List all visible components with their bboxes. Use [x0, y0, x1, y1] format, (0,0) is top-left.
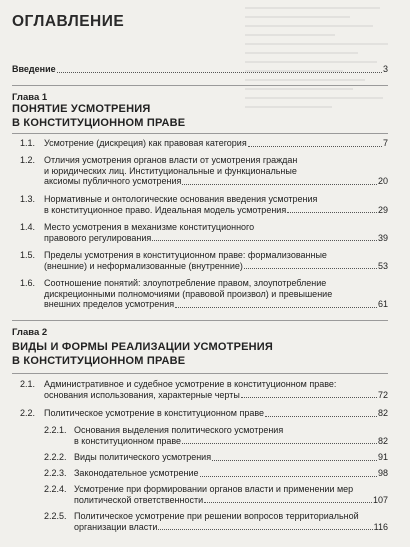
entry-text: Усмотрение при формировании органов власти и применении мер — [74, 484, 354, 494]
entry-number: 2.2.2. — [44, 452, 67, 462]
entry-number: 2.2.5. — [44, 511, 67, 521]
dot-leader — [204, 502, 372, 503]
toc-subentry[interactable] — [44, 511, 388, 532]
toc-subentry[interactable] — [44, 484, 388, 505]
entry-text: Место усмотрения в механизме конституционного — [44, 222, 255, 232]
dot-leader — [182, 184, 377, 185]
toc-subentry[interactable] — [44, 452, 388, 463]
dot-leader — [241, 397, 377, 398]
page-number: 3 — [382, 64, 388, 74]
page-number: 107 — [372, 494, 388, 505]
chapter-number: Глава 2 — [12, 327, 48, 338]
entry-text: организации власти — [74, 521, 158, 532]
dot-leader — [152, 240, 377, 241]
page-number: 116 — [373, 521, 388, 532]
entry-label: Введение — [12, 64, 56, 74]
entry-text: Виды политического усмотрения — [74, 452, 212, 462]
entry-number: 2.2. — [20, 408, 36, 418]
entry-text: и юридических лиц. Институциональные и функциональные — [44, 165, 297, 176]
divider — [12, 373, 388, 374]
page-number: 20 — [377, 176, 388, 187]
entry-text: Политическое усмотрение в конституционном праве — [44, 408, 265, 418]
page-number: 61 — [377, 299, 388, 310]
page-number: 82 — [377, 408, 388, 418]
toc-entry[interactable] — [20, 408, 388, 419]
chapter-title — [12, 103, 388, 130]
entry-text: в конституционном праве — [74, 435, 182, 446]
entry-number: 2.1. — [20, 379, 36, 389]
entry-number: 2.2.3. — [44, 468, 67, 478]
toc-entry[interactable] — [20, 138, 388, 149]
entry-text: Административное и судебное усмотрение в конституционном праве: — [44, 379, 337, 389]
toc-title: ОГЛАВЛЕНИЕ — [12, 13, 125, 30]
dot-leader — [57, 72, 382, 73]
dot-leader — [265, 416, 377, 417]
entry-number: 2.2.4. — [44, 484, 67, 494]
entry-text: Законодательное усмотрение — [74, 468, 199, 478]
toc-subentry[interactable] — [44, 425, 388, 446]
page-number: 39 — [377, 232, 388, 243]
divider — [12, 133, 388, 134]
entry-number: 1.4. — [20, 222, 36, 232]
toc-entry[interactable] — [20, 194, 388, 215]
entry-number: 2.2.1. — [44, 425, 67, 435]
chapter-number: Глава 1 — [12, 92, 48, 103]
chapter-title-line: В КОНСТИТУЦИОННОМ ПРАВЕ — [12, 354, 186, 367]
page-number: 91 — [377, 452, 388, 462]
page-number: 82 — [377, 435, 388, 446]
page-number: 29 — [377, 204, 388, 215]
dot-leader — [182, 443, 377, 444]
dot-leader — [175, 307, 377, 308]
toc-subentry[interactable] — [44, 468, 388, 479]
entry-text: Отличия усмотрения органов власти от усмотрения граждан — [44, 155, 298, 165]
chapter-title-line: ВИДЫ И ФОРМЫ РЕАЛИЗАЦИИ УСМОТРЕНИЯ — [12, 341, 274, 353]
dot-leader — [244, 268, 377, 269]
divider — [12, 85, 388, 86]
page-number: 53 — [377, 260, 388, 271]
entry-text: политической ответственности — [74, 494, 204, 505]
entry-number: 1.1. — [20, 138, 36, 148]
toc-entry[interactable] — [20, 155, 388, 187]
dot-leader — [200, 476, 377, 477]
entry-text: Усмотрение (дискреция) как правовая категория — [44, 138, 247, 148]
entry-text: Нормативные и онтологические основания введения усмотрения — [44, 194, 318, 204]
toc-entry[interactable] — [20, 222, 388, 243]
dot-leader — [287, 212, 377, 213]
entry-text: основания использования, характерные черты — [44, 389, 240, 400]
entry-text: правового регулирования — [44, 232, 152, 243]
dot-leader — [158, 529, 372, 530]
chapter-title-line: В КОНСТИТУЦИОННОМ ПРАВЕ — [12, 116, 186, 129]
entry-number: 1.6. — [20, 278, 36, 288]
page-number: 7 — [382, 138, 388, 148]
entry-number: 1.5. — [20, 250, 36, 260]
toc-entry[interactable] — [20, 250, 388, 271]
entry-text: дискреционными полномочиями (правовой произвол) и превышение — [44, 288, 333, 299]
entry-text: Основания выделения политического усмотрения — [74, 425, 284, 435]
entry-text: Политическое усмотрение при решении вопросов территориальной — [74, 511, 359, 521]
page-number: 72 — [377, 389, 388, 400]
dot-leader — [248, 146, 382, 147]
toc-entry[interactable] — [20, 278, 388, 310]
entry-number: 1.3. — [20, 194, 36, 204]
dot-leader — [212, 460, 377, 461]
entry-text: Соотношение понятий: злоупотребление правом, злоупотребление — [44, 278, 327, 288]
entry-text: Пределы усмотрения в конституционном праве: формализованные — [44, 250, 327, 260]
divider — [12, 320, 388, 321]
entry-number: 1.2. — [20, 155, 36, 165]
chapter-title — [12, 341, 388, 368]
chapter-title-line: ПОНЯТИЕ УСМОТРЕНИЯ — [12, 103, 151, 115]
toc-entry[interactable] — [20, 379, 388, 400]
entry-text: аксиомы публичного усмотрения — [44, 176, 182, 187]
toc-entry-intro[interactable] — [12, 64, 388, 75]
entry-text: (внешние) и неформализованные (внутренние) — [44, 260, 243, 271]
entry-text: внешних пределов усмотрения — [44, 299, 175, 310]
page-number: 98 — [377, 468, 388, 478]
entry-text: в конституционное право. Идеальная модель усмотрения — [44, 204, 287, 215]
